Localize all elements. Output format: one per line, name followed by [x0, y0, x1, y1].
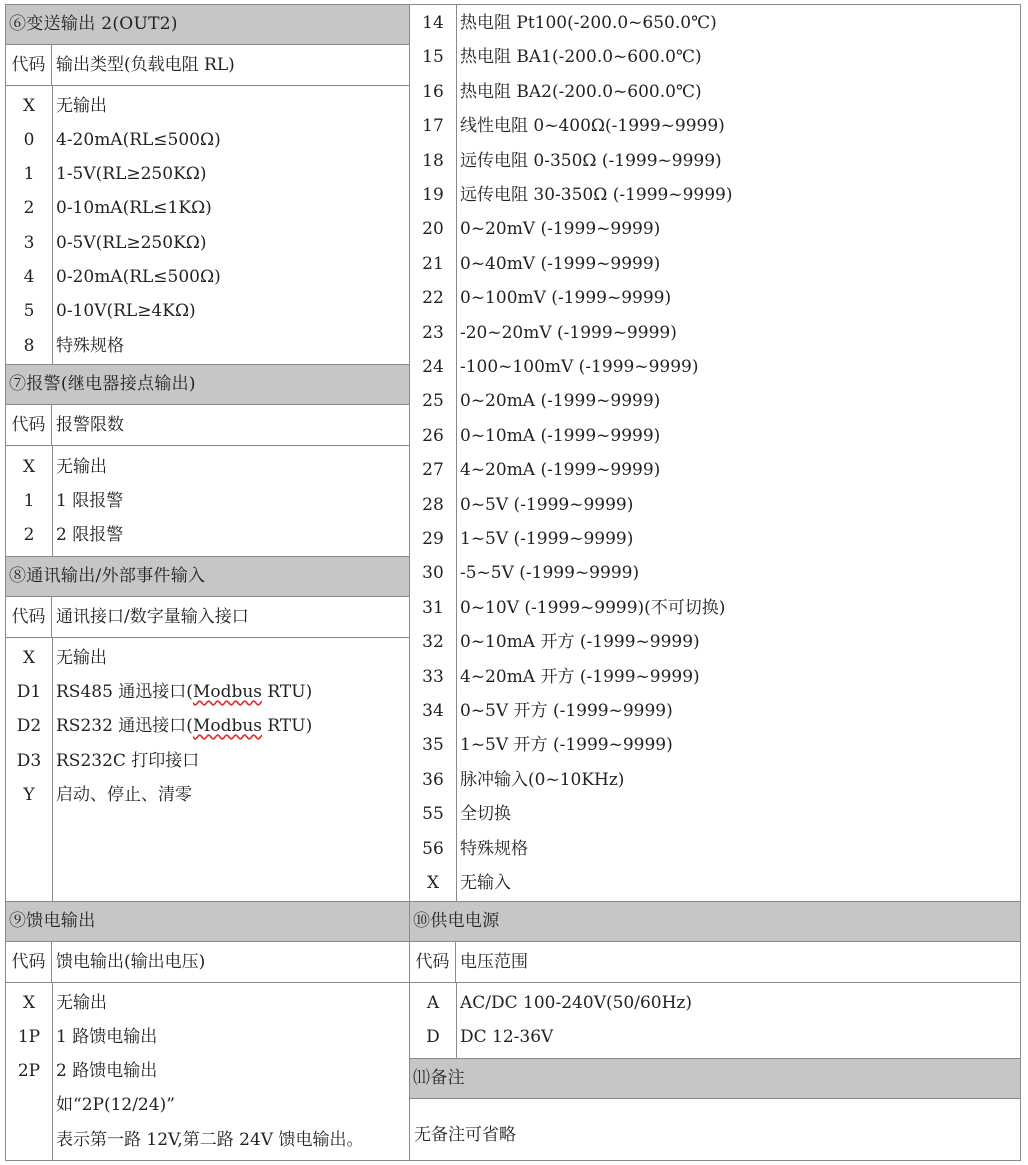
option-code: 31 [422, 597, 444, 618]
option-description: 0~10V (-1999~9999)(不可切换) [460, 597, 726, 618]
option-code: 33 [422, 666, 444, 687]
option-description: -100~100mV (-1999~9999) [460, 357, 699, 377]
option-code: 35 [422, 735, 444, 756]
list-item: 如“2P(12/24)” [56, 1095, 175, 1115]
list-item: Y 启动、停止、清零 [23, 785, 192, 805]
list-item [410, 144, 1020, 178]
list-item [410, 316, 1020, 350]
option-description: 0~20mA (-1999~9999) [460, 391, 661, 412]
desc-header: 电压范围 [460, 952, 528, 972]
option-code: 18 [422, 150, 444, 171]
code-header: 代码 [6, 597, 52, 637]
option-description: 4~20mA 开方 (-1999~9999) [460, 666, 700, 687]
section-out2 [6, 5, 410, 365]
column-header [6, 405, 410, 446]
section-communication [6, 557, 410, 902]
option-description: 热电阻 BA1(-200.0~600.0℃) [460, 47, 702, 68]
option-description: 0~100mV (-1999~9999) [460, 288, 672, 309]
list-item [410, 488, 1020, 522]
list-item: D1 RS485 通迅接口(Modbus RTU) [16, 682, 313, 702]
list-item: 1P 1 路馈电输出 [17, 1027, 158, 1047]
list-item: 表示第一路 12V,第二路 24V 馈电输出。 [56, 1130, 364, 1150]
code-header: 代码 [6, 405, 52, 445]
option-description: 全切换 [460, 804, 511, 825]
list-item [410, 556, 1020, 590]
option-code: 20 [422, 219, 444, 240]
option-description: 热电阻 BA2(-200.0~600.0℃) [460, 81, 702, 102]
left-spec-table [5, 4, 410, 1161]
list-item: 8 特殊规格 [23, 336, 124, 356]
option-list [410, 5, 1020, 901]
option-code: 15 [422, 47, 444, 68]
option-description: 0~10mA (-1999~9999) [460, 425, 661, 446]
option-code: 16 [422, 81, 444, 102]
desc-header: 输出类型(负载电阻 RL) [56, 55, 235, 75]
option-description: 无输入 [460, 873, 511, 893]
option-description: 0~5V (-1999~9999) [460, 494, 634, 515]
option-description: 远传电阻 0-350Ω (-1999~9999) [460, 150, 722, 171]
option-list [410, 983, 1020, 1058]
list-item [410, 728, 1020, 762]
option-code: 24 [422, 357, 444, 377]
list-item [410, 694, 1020, 728]
section-input-types [410, 5, 1020, 902]
code-header: 代码 [410, 942, 456, 982]
option-description: 1~5V 开方 (-1999~9999) [460, 735, 673, 756]
list-item: 1 1 限报警 [23, 491, 124, 511]
option-description: -20~20mV (-1999~9999) [460, 322, 677, 343]
option-code: 29 [422, 529, 444, 549]
list-item: 5 0-10V(RL≥4KΩ) [23, 301, 196, 321]
option-description: 0~5V 开方 (-1999~9999) [460, 701, 673, 721]
option-code: 22 [422, 288, 444, 309]
option-description: 脉冲输入(0~10KHz) [460, 769, 625, 790]
option-list [6, 446, 410, 556]
list-item: X 无输出 [22, 457, 107, 477]
option-description: 热电阻 Pt100(-200.0~650.0℃) [460, 13, 717, 33]
option-code: 14 [422, 13, 444, 33]
list-item [410, 522, 1020, 556]
desc-header: 馈电输出(输出电压) [56, 952, 206, 972]
code-header: 代码 [6, 45, 52, 85]
option-description: 线性电阻 0~400Ω(-1999~9999) [460, 116, 725, 137]
option-code: 26 [422, 425, 444, 446]
option-code: 32 [422, 632, 444, 653]
list-item: X 无输出 [22, 648, 107, 668]
list-item: D3 RS232C 打印接口 [16, 751, 200, 771]
section-title: ⑧通讯输出/外部事件输入 [6, 557, 410, 597]
option-code: 28 [422, 494, 444, 515]
option-description: 特殊规格 [460, 838, 528, 859]
option-description: 0~20mV (-1999~9999) [460, 219, 661, 240]
option-list [6, 86, 410, 364]
option-code: 56 [422, 838, 444, 859]
list-item [410, 797, 1020, 831]
section-alarm [6, 365, 410, 557]
option-description: 0~40mV (-1999~9999) [460, 253, 661, 274]
list-item: 1 1-5V(RL≥250KΩ) [23, 164, 207, 184]
option-code: 30 [422, 563, 444, 584]
section-power-supply [410, 902, 1020, 1059]
list-item [410, 419, 1020, 453]
section-title: ⑾备注 [410, 1059, 1020, 1099]
list-item: 2 0-10mA(RL≤1KΩ) [23, 198, 212, 218]
desc-header: 报警限数 [56, 415, 124, 435]
option-list [6, 638, 410, 901]
column-header [6, 45, 410, 86]
option-code: 17 [422, 116, 444, 137]
option-code: 55 [422, 804, 444, 825]
list-item [410, 866, 1020, 900]
list-item: 2P 2 路馈电输出 [17, 1061, 158, 1081]
list-item [410, 660, 1020, 694]
remark-text: 无备注可省略 [414, 1125, 516, 1145]
option-description: 远传电阻 30-350Ω (-1999~9999) [460, 185, 733, 205]
section-remarks [410, 1059, 1020, 1160]
list-item [410, 75, 1020, 109]
option-description: 0~10mA 开方 (-1999~9999) [460, 632, 700, 653]
list-item: 4 0-20mA(RL≤500Ω) [23, 267, 221, 287]
option-code: 19 [422, 185, 444, 205]
list-item [410, 247, 1020, 281]
section-title: ⑨馈电输出 [6, 902, 410, 942]
list-item [410, 453, 1020, 487]
section-feed-output [6, 902, 410, 1160]
list-item [410, 832, 1020, 866]
list-item [410, 178, 1020, 212]
list-item [410, 591, 1020, 625]
option-code: 27 [422, 460, 444, 481]
list-item [410, 384, 1020, 418]
option-code: 36 [422, 769, 444, 790]
list-item [410, 212, 1020, 246]
column-header [410, 942, 1020, 983]
desc-header: 通讯接口/数字量输入接口 [56, 607, 249, 627]
option-description: 1~5V (-1999~9999) [460, 529, 634, 549]
list-item [410, 350, 1020, 384]
list-item [410, 281, 1020, 315]
option-code: 23 [422, 322, 444, 343]
list-item: 3 0-5V(RL≥250KΩ) [23, 233, 207, 253]
list-item: D2 RS232 通迅接口(Modbus RTU) [16, 716, 313, 736]
list-item: X 无输出 [22, 96, 107, 116]
option-description: 4~20mA (-1999~9999) [460, 460, 661, 481]
column-header [6, 942, 410, 983]
option-code: 21 [422, 253, 444, 274]
list-item [410, 763, 1020, 797]
list-item: 0 4-20mA(RL≤500Ω) [23, 130, 221, 150]
option-description: -5~5V (-1999~9999) [460, 563, 640, 584]
option-code: 25 [422, 391, 444, 412]
option-code: X [426, 873, 440, 893]
list-item [410, 40, 1020, 74]
list-item: X 无输出 [22, 993, 107, 1013]
option-code: 34 [422, 701, 444, 721]
right-spec-table [409, 4, 1021, 1161]
list-item [410, 625, 1020, 659]
option-list [6, 983, 410, 1160]
section-title: ⑦报警(继电器接点输出) [6, 365, 410, 405]
section-title: ⑥变送输出 2(OUT2) [6, 5, 410, 45]
list-item [410, 109, 1020, 143]
list-item: A AC/DC 100-240V(50/60Hz) [426, 993, 693, 1013]
section-title: ⑩供电电源 [410, 902, 1020, 942]
code-header: 代码 [6, 942, 52, 982]
list-item: D DC 12-36V [426, 1027, 554, 1047]
list-item [410, 6, 1020, 40]
column-header [6, 597, 410, 638]
list-item: 2 2 限报警 [23, 525, 124, 545]
